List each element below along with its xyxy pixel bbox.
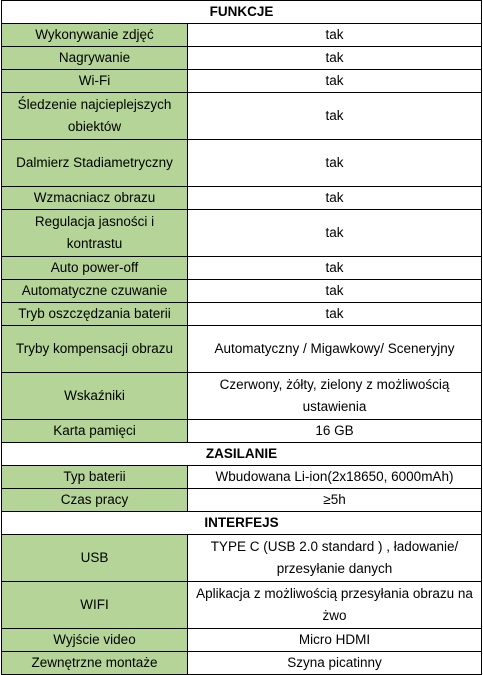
section-title-funkcje: FUNKCJE: [2, 1, 482, 24]
table-row: [2, 420, 482, 443]
row-label: Zewnętrzne montaże: [2, 652, 188, 675]
row-value: Wbudowana Li-ion(2x18650, 6000mAh): [188, 466, 482, 489]
table-row: [2, 629, 482, 652]
table-row: [2, 582, 482, 629]
row-label: Śledzenie najcieplejszych obiektów: [2, 93, 188, 140]
row-value: ≥5h: [188, 489, 482, 512]
row-value: Aplikacja z możliwością przesyłania obrazu na żwo: [188, 582, 482, 629]
table-row: [2, 47, 482, 70]
row-value: tak: [188, 210, 482, 257]
section-header-row: [2, 512, 482, 535]
row-label: Nagrywanie: [2, 47, 188, 70]
table-row: [2, 535, 482, 582]
row-value: Szyna picatinny: [188, 652, 482, 675]
table-row: [2, 652, 482, 675]
table-row: [2, 24, 482, 47]
table-row: [2, 303, 482, 326]
row-value: 16 GB: [188, 420, 482, 443]
row-value: TYPE C (USB 2.0 standard ) , ładowanie/ przesyłanie danych: [188, 535, 482, 582]
table-row: [2, 326, 482, 373]
table-row: [2, 70, 482, 93]
table-row: [2, 489, 482, 512]
row-label: Typ baterii: [2, 466, 188, 489]
spec-table: [1, 0, 482, 675]
table-row: [2, 93, 482, 140]
row-label: Czas pracy: [2, 489, 188, 512]
row-label: Wyjście video: [2, 629, 188, 652]
row-label: WIFI: [2, 582, 188, 629]
row-value: tak: [188, 70, 482, 93]
row-label: Auto power-off: [2, 257, 188, 280]
row-value: tak: [188, 187, 482, 210]
row-value: tak: [188, 47, 482, 70]
row-value: Micro HDMI: [188, 629, 482, 652]
row-label: Wykonywanie zdjęć: [2, 24, 188, 47]
table-row: [2, 257, 482, 280]
table-row: [2, 373, 482, 420]
row-label: Dalmierz Stadiametryczny: [2, 140, 188, 187]
row-label: Wzmacniacz obrazu: [2, 187, 188, 210]
row-label: Automatyczne czuwanie: [2, 280, 188, 303]
section-title-interfejs: INTERFEJS: [2, 512, 482, 535]
table-row: [2, 280, 482, 303]
row-label: Wi-Fi: [2, 70, 188, 93]
row-label: Tryb oszczędzania baterii: [2, 303, 188, 326]
row-label: Regulacja jasności i kontrastu: [2, 210, 188, 257]
row-label: Wskaźniki: [2, 373, 188, 420]
row-label: USB: [2, 535, 188, 582]
section-title-zasilanie: ZASILANIE: [2, 443, 482, 466]
table-row: [2, 466, 482, 489]
row-label: Tryby kompensacji obrazu: [2, 326, 188, 373]
row-label: Karta pamięci: [2, 420, 188, 443]
row-value: tak: [188, 280, 482, 303]
section-header-row: [2, 1, 482, 24]
row-value: tak: [188, 24, 482, 47]
section-header-row: [2, 443, 482, 466]
row-value: Automatyczny / Migawkowy/ Sceneryjny: [188, 326, 482, 373]
table-row: [2, 210, 482, 257]
row-value: tak: [188, 93, 482, 140]
row-value: tak: [188, 303, 482, 326]
table-row: [2, 187, 482, 210]
row-value: Czerwony, żółty, zielony z możliwością ustawienia: [188, 373, 482, 420]
row-value: tak: [188, 140, 482, 187]
row-value: tak: [188, 257, 482, 280]
table-row: [2, 140, 482, 187]
